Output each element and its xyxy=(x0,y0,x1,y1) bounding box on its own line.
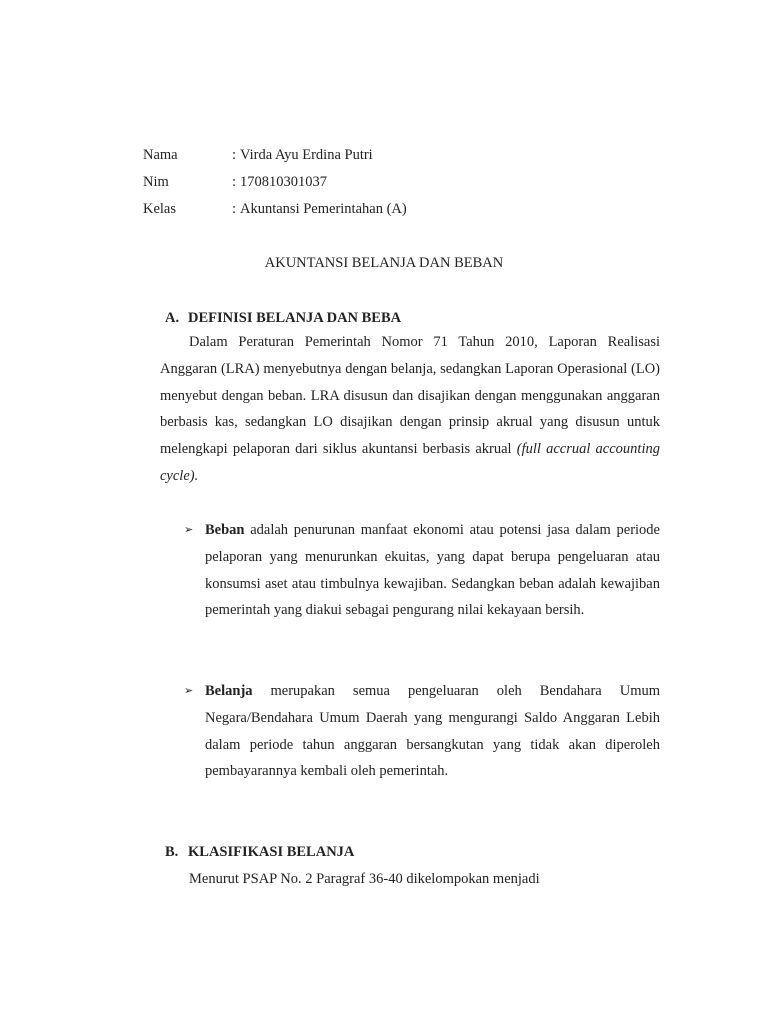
identity-block xyxy=(143,144,407,225)
identity-row-nama xyxy=(143,144,407,171)
section-letter: B. xyxy=(165,844,179,860)
bullet-item-belanja xyxy=(184,678,660,785)
identity-label: Nama xyxy=(143,147,178,163)
identity-separator: : xyxy=(232,201,237,217)
identity-separator: : xyxy=(232,174,237,190)
bullet-term: Beban xyxy=(205,522,245,538)
bullet-text xyxy=(205,517,660,624)
arrow-bullet-icon: ➢ xyxy=(184,524,194,536)
identity-value: Virda Ayu Erdina Putri xyxy=(240,147,373,163)
section-letter: A. xyxy=(165,310,180,326)
section-b-intro: Menurut PSAP No. 2 Paragraf 36-40 dikelompokan menjadi xyxy=(189,871,540,887)
identity-separator: : xyxy=(232,147,237,163)
identity-row-nim xyxy=(143,171,407,198)
identity-row-kelas xyxy=(143,198,407,225)
bullet-description: merupakan semua pengeluaran oleh Bendahara Umum Negara/Bendahara Umum Daerah yang mengurangi Saldo Anggaran Lebih dalam periode tahun anggaran bersangkutan yang tidak akan diperoleh pembayarannya kembali oleh pemerintah. xyxy=(205,683,660,780)
bullet-term: Belanja xyxy=(205,683,253,699)
section-title: KLASIFIKASI BELANJA xyxy=(188,844,355,860)
document-title: AKUNTANSI BELANJA DAN BEBAN xyxy=(264,255,504,271)
section-a-heading xyxy=(165,307,401,329)
arrow-bullet-icon: ➢ xyxy=(184,685,194,697)
paragraph-italic-text: (full accrual accounting cycle). xyxy=(160,441,660,484)
identity-value: 170810301037 xyxy=(240,174,327,190)
identity-label: Kelas xyxy=(143,201,177,217)
identity-value: Akuntansi Pemerintahan (A) xyxy=(240,201,407,217)
section-title: DEFINISI BELANJA DAN BEBA xyxy=(188,310,402,326)
bullet-description: adalah penurunan manfaat ekonomi atau potensi jasa dalam periode pelaporan yang menurunkan ekuitas, yang dapat berupa pengeluaran atau konsumsi aset atau timbulnya kewajiban. Sedangkan beban adalah kewajiban pemerintah yang diakui sebagai pengurang nilai kekayaan bersih. xyxy=(205,522,660,619)
bullet-item-beban xyxy=(184,517,660,624)
section-a-paragraph xyxy=(160,329,660,490)
paragraph-text: Dalam Peraturan Pemerintah Nomor 71 Tahun 2010, Laporan Realisasi Anggaran (LRA) menyebutnya dengan belanja, sedangkan Laporan Operasional (LO) menyebut dengan beban. LRA disusun dan disajikan dengan menggunakan anggaran berbasis kas, sedangkan LO disajikan dengan prinsip akrual yang disusun untuk melengkapi pelaporan dari siklus akuntansi berbasis akrual xyxy=(160,334,660,458)
section-b-heading xyxy=(165,841,354,863)
identity-label: Nim xyxy=(143,174,169,190)
bullet-text xyxy=(205,678,660,785)
